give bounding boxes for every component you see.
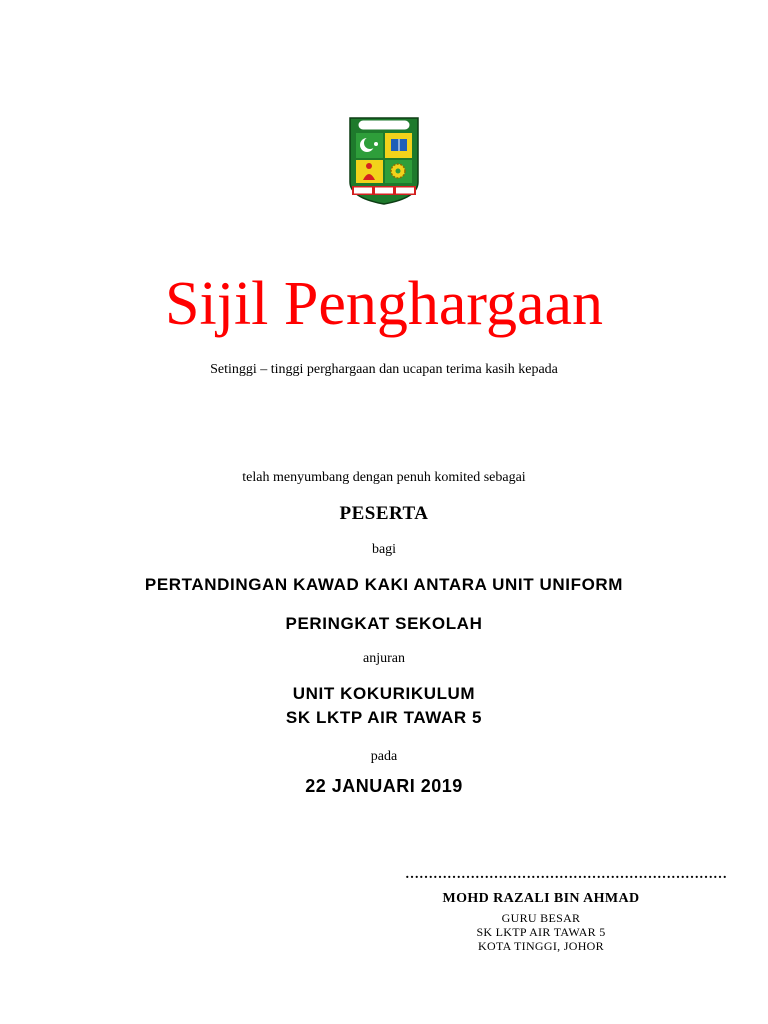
- signature-dotted-line: ……………………………………………………………: [405, 867, 727, 882]
- certificate-title: Sijil Penghargaan: [165, 270, 603, 338]
- signature-block: [405, 867, 727, 953]
- signatory-name: MOHD RAZALI BIN AHMAD: [442, 891, 640, 906]
- event-level: PERINGKAT SEKOLAH: [285, 614, 483, 633]
- event-date: 22 JANUARI 2019: [305, 776, 463, 796]
- signatory-location: KOTA TINGGI, JOHOR: [478, 939, 604, 953]
- bagi-connector: bagi: [371, 542, 397, 557]
- organizer-unit: UNIT KOKURIKULUM: [292, 684, 476, 703]
- participant-role: PESERTA: [339, 503, 429, 524]
- event-name: PERTANDINGAN KAWAD KAKI ANTARA UNIT UNIFORM: [144, 575, 624, 594]
- pada-connector: pada: [370, 749, 398, 764]
- signatory-school: SK LKTP AIR TAWAR 5: [476, 925, 606, 939]
- contribution-text: telah menyumbang dengan penuh komited sebagai: [242, 470, 526, 485]
- signatory-position: GURU BESAR: [501, 911, 581, 925]
- appreciation-lead-text: Setinggi – tinggi perghargaan dan ucapan terima kasih kepada: [210, 362, 558, 377]
- crest-shield-icon: [336, 100, 432, 218]
- organizer-school: SK LKTP AIR TAWAR 5: [285, 708, 483, 727]
- anjuran-connector: anjuran: [363, 651, 405, 666]
- school-crest-logo: [336, 100, 432, 218]
